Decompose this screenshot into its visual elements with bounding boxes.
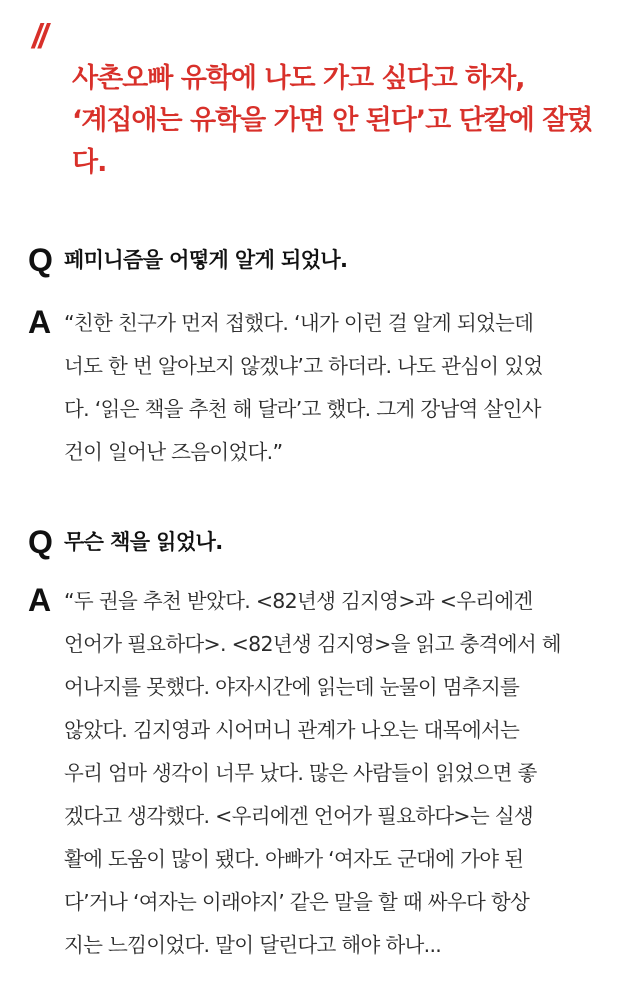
answer-marker: A bbox=[28, 304, 52, 340]
answer-line: 우리 엄마 생각이 너무 났다. 많은 사람들이 읽었으면 좋 bbox=[64, 761, 537, 785]
pull-quote-headline bbox=[72, 58, 612, 184]
headline-line: 다. bbox=[72, 147, 107, 178]
question-marker: Q bbox=[28, 524, 53, 560]
answer-line: 어나지를 못했다. 야자시간에 읽는데 눈물이 멈추지를 bbox=[64, 675, 520, 699]
answer-line: 언어가 필요하다>. <82년생 김지영>을 읽고 충격에서 헤 bbox=[64, 632, 561, 656]
answer-line: 다. ‘읽은 책을 추천 해 달라’고 했다. 그게 강남역 살인사 bbox=[64, 397, 541, 421]
answer-block bbox=[28, 580, 614, 967]
answer-line: 않았다. 김지영과 시어머니 관계가 나오는 대목에서는 bbox=[64, 718, 520, 742]
answer-line: 활에 도움이 많이 됐다. 아빠가 ‘여자도 군대에 가야 된 bbox=[64, 847, 524, 871]
headline-line: 사촌오빠 유학에 나도 가고 싶다고 하자, bbox=[72, 63, 525, 94]
answer-line: 지는 느낌이었다. 말이 달린다고 해야 하나... bbox=[64, 933, 442, 957]
question-block bbox=[28, 244, 614, 276]
answer-block bbox=[28, 302, 614, 474]
answer-line: “친한 친구가 먼저 접했다. ‘내가 이런 걸 알게 되었는데 bbox=[64, 311, 534, 335]
answer-line: 건이 일어난 즈음이었다.” bbox=[64, 440, 283, 464]
question-text: 페미니즘을 어떻게 알게 되었나. bbox=[64, 248, 348, 272]
answer-line: 너도 한 번 알아보지 않겠냐’고 하더라. 나도 관심이 있었 bbox=[64, 354, 543, 378]
answer-line: 다’거나 ‘여자는 이래야지’ 같은 말을 할 때 싸우다 항상 bbox=[64, 890, 530, 914]
quote-mark-icon: // bbox=[32, 18, 45, 56]
answer-line: 겠다고 생각했다. <우리에겐 언어가 필요하다>는 실생 bbox=[64, 804, 534, 828]
answer-text bbox=[64, 302, 614, 474]
question-block bbox=[28, 526, 614, 558]
answer-marker: A bbox=[28, 582, 52, 618]
answer-line: “두 권을 추천 받았다. <82년생 김지영>과 <우리에겐 bbox=[64, 589, 533, 613]
headline-line: ‘계집애는 유학을 가면 안 된다’고 단칼에 잘렸 bbox=[72, 105, 593, 136]
answer-text bbox=[64, 580, 614, 967]
question-marker: Q bbox=[28, 242, 53, 278]
question-text: 무슨 책을 읽었나. bbox=[64, 530, 223, 554]
